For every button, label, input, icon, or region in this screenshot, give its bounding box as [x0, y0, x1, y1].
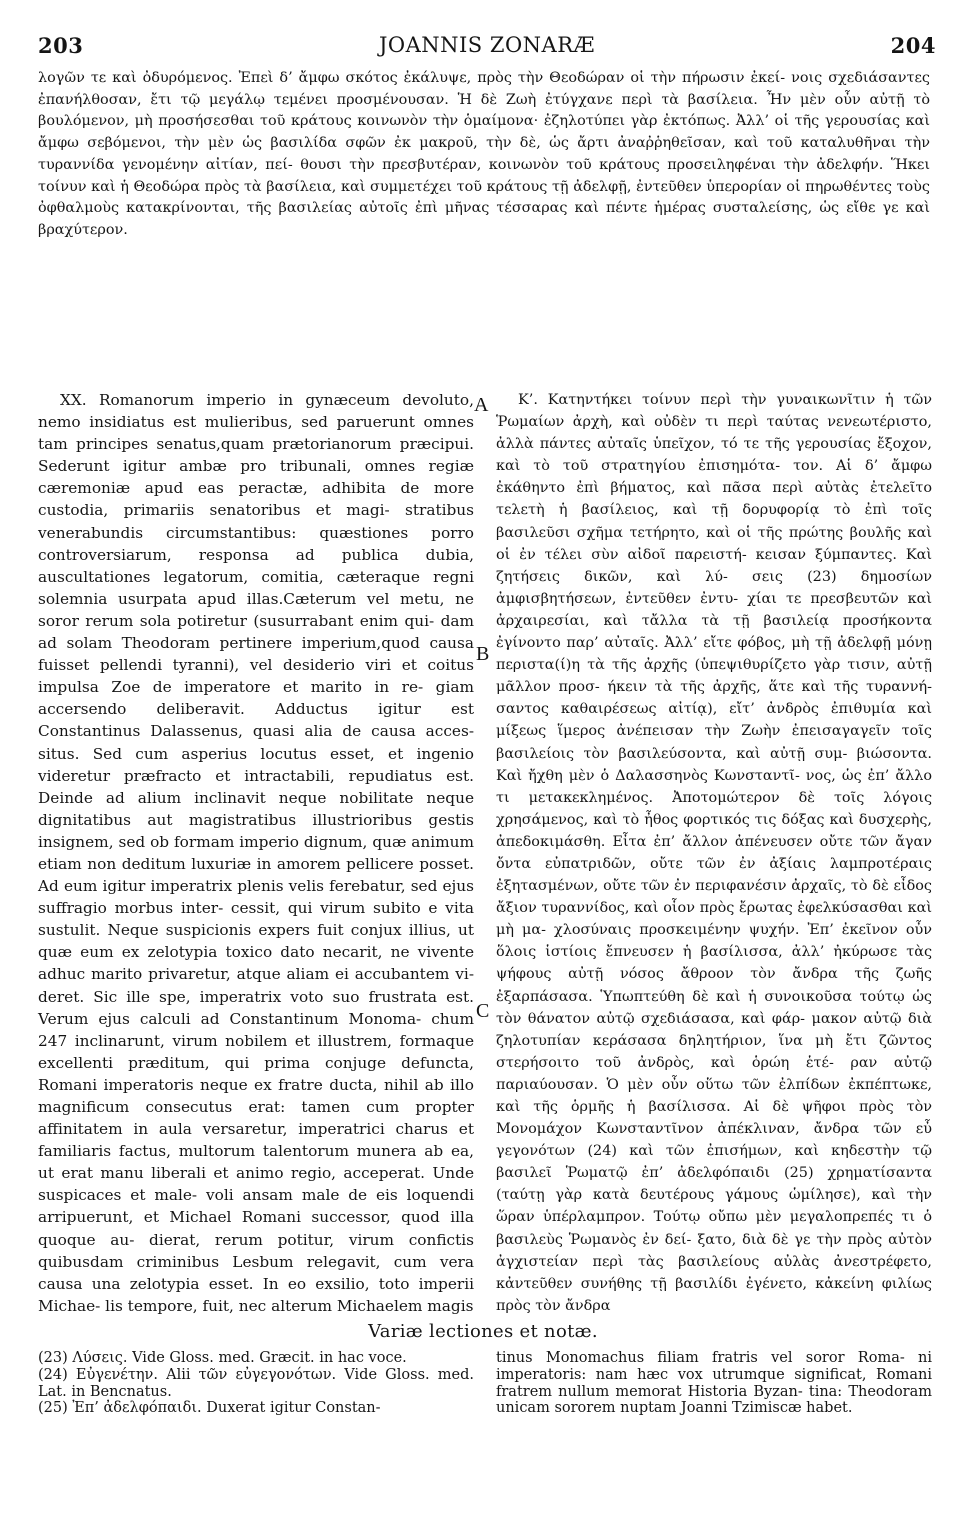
- margin-marker-b: B: [476, 643, 490, 665]
- latin-column: [38, 389, 474, 1317]
- page-number-right: 204: [890, 33, 936, 58]
- greek-continuation-block: [38, 68, 930, 242]
- running-title: JOANNIS ZONARÆ: [378, 33, 596, 57]
- notes-heading: Variæ lectiones et notæ.: [368, 1321, 598, 1342]
- note-25-continuation: tinus Monomachus filiam fratris vel soror Roma- ni imperatoris: nam hæc vox utrumque significat, Romani fratrem nullum memorat Historia Byzan- tina: Theodoram unicam sororem nuptam Joanni Tzimiscæ habet.: [496, 1350, 932, 1417]
- note-23: (23) Λύσεις. Vide Gloss. med. Græcit. in hac voce.: [38, 1350, 407, 1366]
- greek-text: Κ’. Κατηντήκει τοίνυν περὶ τὴν γυναικωνῖτιν ἡ τῶν Ῥωμαίων ἀρχὴ, καὶ οὐδὲν τι περὶ ταύτας νενεωτέριστο, ἀλλὰ πάντες αὐταῖς ὑπεῖχον, τό τε τῆς γερουσίας ἔξοχον, καὶ τὸ τοῦ στρατηγίου ἐπισημότα- τον. Αἱ δ’ ἄμφω ἐκάθηντο ἐπὶ βήματος, καὶ πᾶσα περὶ αὐτὰς ἐτελεῖτο τελετὴ ἡ βασίλειος, καὶ τῇ δορυφορίᾳ τὸ ἐπὶ τοῖς βασιλεῦσι σχῆμα τετήρητο, καὶ οἱ τῆς πρώτης βουλῆς καὶ οἱ ἐν τέλει σὺν αἰδοῖ παρειστή- κεισαν ξύμπαντες. Καὶ ζητήσεις δικῶν, καὶ λύ- σεις (23) δημοσίων ἀμφισβητήσεων, ἐντεῦθεν ἐντυ- χίαι τε πρεσβευτῶν καὶ ἀρχαιρεσίαι, καὶ τἄλλα τὰ τῇ βασιλείᾳ προσήκοντα ἐγίνοντο παρ’ αὐταῖς. Ἀλλ’ εἴτε φόβος, μὴ τῇ ἀδελφῇ μόνῃ περιστα(ί)η τὰ τῆς ἀρχῆς (ὑπεψιθυρίζετο γὰρ τισιν, αὐτῇ μᾶλλον προσ- ήκειν τὰ τῆς ἀρχῆς, ἅτε καὶ τῆς τυραννή- σαντος καθαιρέσεως αἰτίᾳ), εἴτ’ ἀνδρὸς ἐπιθυμία καὶ μίξεως ἵμερος ἀνέπεισαν τὴν Ζωὴν ἐπεισαγαγεῖν τοῖς βασιλείοις τὸν βασιλεύσοντα, καὶ αὐτῇ συμ- βιώσοντα. Καὶ ἤχθη μὲν ὁ Δαλασσηνὸς Κωνσταντῖ- νος, ὡς ἐπ’ ἄλλο τι μετακεκλημένος. Ἀποτομώτερον δὲ τοῖς λόγοις χρησάμενος, καὶ τὸ ἦθος φορτικός τις δόξας καὶ δυσχερὴς, ἀπεδοκιμάσθη. Εἶτα ἐπ’ ἄλλον ἀπένευσεν οὔτε τῶν ἄγαν ὄντα εὐπατριδῶν, οὔτε τῶν ἐν ἀξίαις λαμπροτέραις ἐξητασμένων, οὔτε τῶν ἐν περιφανέσιν ἀρχαῖς, τὸ δὲ εἶδος ἄξιον τυραννίδος, καὶ οἷον πρὸς ἔρωτας ἐφελκύσασθαι καὶ μὴ μα- χλοσύναις προσκειμένην ψυχήν. Ἐπ’ ἐκεῖνον οὖν ὅλοις ἱστίοις ἔπνευσεν ἡ βασίλισσα, ἀλλ’ ἠκύρωσε τὰς ψήφους αὐτῇ νόσος ἄθροον τὸν ἄνδρα τῆς ζωῆς ἐξαρπάσασα. Ὑπωπτεύθη δὲ καὶ ἡ συνοικοῦσα τούτῳ ὡς τὸν θάνατον αὐτῷ σχεδιάσασα, καὶ φάρ- μακον αὐτῷ διὰ ζηλοτυπίαν κεράσασα δηλητήριον, ἵνα μὴ ἔτι ζῶντος στερήσοιτο τοῦ ἀνδρὸς, καὶ ὁρώη ἑτέ- ραν αὐτῷ παριαύουσαν. Ὁ μὲν οὖν οὕτω τῶν ἐλπίδων ἐκπέπτωκε, καὶ τῆς ὁρμῆς ἡ βασίλισσα. Αἱ δὲ ψῆφοι πρὸς τὸν Μονομάχον Κωνσταντῖνον ἀπέκλιναν, ἄνδρα τῶν εὖ γεγονότων (24) καὶ τῶν ἐπισήμων, καὶ κηδεστὴν τῷ βασιλεῖ Ῥωματῷ ἐπ’ ἀδελφόπαιδι (25) χρηματίσαντα (ταύτῃ γὰρ κατὰ δευτέρους γάμους ὡμίλησε), καὶ τὴν ὥραν ὑπέρλαμπρον. Τούτῳ οὔπω μὲν μεγαλοπρεπές τι ὁ βασιλεὺς Ῥωμανὸς ἐν δεί- ξατο, διὰ δὲ γε τὴν πρὸς αὐτὸν ἀγχιστείαν περὶ τὰς βασιλείους αὐλὰς ἀνεστρέφετο, κἀντεῦθεν συνήθης τῇ βασιλίδι ἐγένετο, κἀκείνη φιλίως πρὸς τὸν ἄνδρα: [496, 392, 932, 1314]
- notes-left-column: [38, 1350, 474, 1417]
- latin-text: XX. Romanorum imperio in gynæceum devoluto, nemo insidiatus est mulieribus, sed paruerunt omnes tam principes senatus,quam prætorianorum præcipui. Sederunt igitur ambæ pro tribunali, omnes regiæ cæremoniæ apud eas peractæ, adhibita de more custodia, primariis senatoribus et magi- stratibus venerabundis circumstantibus: quæstiones porro controversiarum, responsa ad publica dubia, auscultationes legatorum, comitia, cæteraque regni solemnia usurpata apud illas.Cæterum vel metu, ne soror rerum sola potiretur (susurrabant enim qui- dam ad solam Theodoram pertinere imperium,quod causa fuisset pellendi tyranni), vel desiderio viri et coitus impulsa Zoe de imperatore et marito in re- giam accersendo deliberavit. Adductus igitur est Constantinus Dalassenus, quasi alia de causa acces- situs. Sed cum asperius locutus esset, et ingenio videretur præfracto et intractabili, repudiatus est. Deinde ad alium inclinavit neque nobilitate neque dignitatibus aut magistratibus illustrioribus gestis insignem, sed ob formam imperio dignum, quæ animum etiam non deditum luxuriæ in amorem pellicere posset. Ad eum igitur imperatrix plenis velis ferebatur, sed ejus suffragio morbus inter- cessit, qui virum subito e vita sustulit. Neque suspicionis expers fuit conjux illius, ut quæ eum ex zelotypia toxico dato necarit, ne vivente adhuc marito privaretur, atque aliam ei accubantem vi- deret. Sic ille spe, imperatrix voto suo frustrata est. Verum ejus calculi ad Constantinum Monoma- chum 247 inclinarunt, virum nobilem et illustrem, formaque excellenti præditum, qui prima conjuge defuncta, Romani imperatoris neque ex fratre ducta, nihil ab illo magnificum consecutus erat: tamen cum propter affinitatem in aula versaretur, imperatrici charus et familiaris factus, multorum talentorum munera ab ea, ut erat manu liberali et animo regio, acceperat. Unde suspicaces et male- voli ansam male de eis loquendi arripuerunt, et Michael Romani successor, quod illa quoque au- dierat, rerum potitur, virum confictis quibusdam criminibus Lesbum relegavit, cum vera causa una zelotypia esset. In eo exsilio, toto imperii Michae- lis tempore, fuit, nec alterum Michaelem magis: [38, 391, 474, 1315]
- page-number-left: 203: [38, 33, 84, 58]
- note-24: (24) Εὐγενέτην. Alii τῶν εὐγεγονότων. Vide Gloss. med. Lat. in Bencnatus.: [38, 1366, 474, 1400]
- greek-column: [496, 389, 932, 1317]
- greek-continuation-text: λογῶν τε καὶ ὀδυρόμενος. Ἐπεὶ δ’ ἄμφω σκότος ἐκάλυψε, πρὸς τὴν Θεοδώραν οἱ τὴν πήρωσιν ἐκεί- νοις σχεδιάσαντες ἐπανήλθοσαν, ἔτι τῷ μεγάλῳ τεμένει προσμένουσαν. Ἡ δὲ Ζωὴ ἐτύγχανε περὶ τὰ βασίλεια. Ἦν μὲν οὖν αὐτῇ τὸ βουλόμενον, μὴ προσήσεσθαι τοῦ κράτους κοινωνὸν τὴν ὁμαίμονα· ἐζηλοτύπει γὰρ ἐκτόπως. Ἀλλ’ οἱ τῆς γερουσίας καὶ ἄμφω σεβόμενοι, τὴν μὲν ὡς βασιλίδα σφῶν ἐκ μακροῦ, τὴν δὲ, ὡς ἄρτι ἀναῤῥηθεῖσαν, καὶ τοῦ καταλυθῆναι τὴν τυραννίδα γενομένην αἰτίαν, πεί- θουσι τὴν πρεσβυτέραν, κοινωνὸν τοῦ κράτους προσειληφέναι τὴν ἀδελφήν. Ἥκει τοίνυν καὶ ἡ Θεοδώρα πρὸς τὰ βασίλεια, καὶ συμμετέχει τοῦ κράτους τῇ ἀδελφῇ, ἐντεῦθεν ὑπερορίαν οἱ πηρωθέντες τοὺς ὀφθαλμοὺς κατακρίνονται, τῆς βασιλείας αὐτοῖς ἐπὶ μῆνας τέσσαρας καὶ πέντε ἡμέρας συσταλείσης, ὡς εἴθε γε καὶ βραχύτερον.: [38, 70, 930, 238]
- notes-right-column: [496, 1350, 932, 1417]
- page-header: [38, 33, 936, 63]
- margin-marker-c: C: [476, 1000, 490, 1022]
- margin-marker-a: A: [474, 394, 489, 416]
- note-25: (25) Ἐπ’ ἀδελφόπαιδι. Duxerat igitur Constan-: [38, 1400, 381, 1417]
